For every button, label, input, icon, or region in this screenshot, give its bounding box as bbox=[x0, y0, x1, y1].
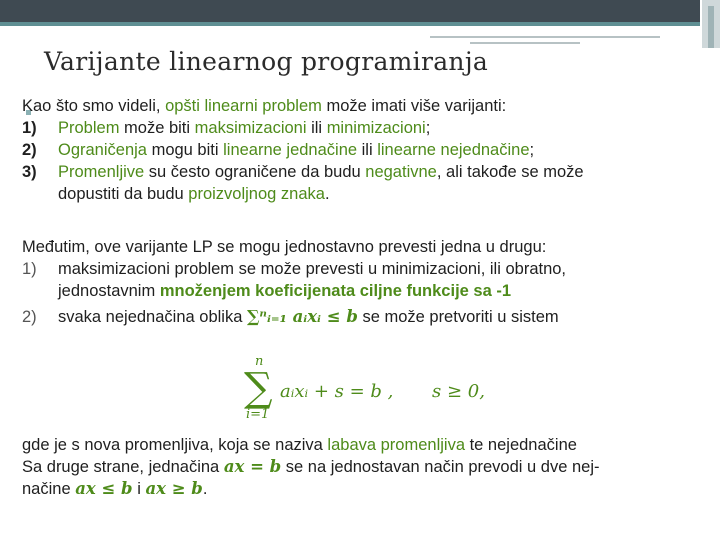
variant-number: 1) bbox=[22, 119, 37, 137]
decor-rule bbox=[430, 36, 660, 38]
conversion-number: 1) bbox=[22, 260, 37, 278]
equation-text: . bbox=[202, 480, 208, 498]
intro-text: Kao što smo videli, bbox=[22, 97, 166, 115]
formula-condition: s ≥ 0, bbox=[432, 381, 485, 402]
variant-highlight: Ograničenja bbox=[58, 141, 147, 159]
top-bar-dark bbox=[0, 0, 700, 22]
closing-paragraph bbox=[22, 434, 692, 500]
variant-item bbox=[22, 161, 692, 205]
variant-highlight: minimizacioni bbox=[326, 119, 426, 137]
equation-text: i bbox=[132, 480, 146, 498]
variant-text: ; bbox=[425, 119, 431, 137]
variant-number: 3) bbox=[22, 163, 37, 181]
conversion-text: maksimizacioni problem se može prevesti u minimizacioni, ili obratno, bbox=[58, 260, 567, 278]
intro-highlight: opšti linearni problem bbox=[165, 97, 322, 115]
decor-rule bbox=[470, 42, 580, 44]
conversion-text: jednostavnim bbox=[58, 282, 160, 300]
variant-highlight: negativne bbox=[365, 163, 437, 181]
slack-line bbox=[22, 434, 692, 456]
variant-text: . bbox=[324, 185, 330, 203]
variant-text: može biti bbox=[119, 119, 195, 137]
variant-text: dopustiti da budu bbox=[58, 185, 189, 203]
conversion-highlight: množenjem koeficijenata ciljne funkcije sa -1 bbox=[159, 282, 512, 300]
variant-highlight: linearne jednačine bbox=[223, 141, 358, 159]
top-bar-teal bbox=[0, 22, 700, 26]
conversion-number: 2) bbox=[22, 308, 37, 326]
slide-title: Varijante linearnog programiranja bbox=[44, 47, 489, 76]
conversion-text: se može pretvoriti u sistem bbox=[357, 308, 559, 326]
variant-highlight: maksimizacioni bbox=[194, 119, 307, 137]
equation-text: se na jednostavan način prevodi u dve nej- bbox=[281, 458, 600, 476]
top-decoration bbox=[0, 0, 720, 24]
corner-decoration-inner bbox=[708, 6, 714, 48]
variant-text: , ali takođe se može bbox=[436, 163, 584, 181]
variant-number: 2) bbox=[22, 141, 37, 159]
intro-paragraph bbox=[22, 95, 692, 205]
variant-text: ili bbox=[357, 141, 378, 159]
intro-line bbox=[22, 95, 692, 117]
equation-math: ax = b bbox=[223, 457, 282, 476]
sum-upper-limit: n bbox=[255, 354, 264, 369]
equation-line bbox=[22, 456, 692, 500]
sum-lower-limit: i=1 bbox=[246, 407, 270, 422]
inequality-math: ax ≤ b bbox=[75, 479, 133, 498]
variant-text: su često ograničene da budu bbox=[144, 163, 366, 181]
conversion-intro: Međutim, ove varijante LP se mogu jednostavno prevesti jedna u drugu: bbox=[22, 238, 547, 256]
variant-highlight: proizvoljnog znaka bbox=[188, 185, 325, 203]
variant-highlight: linearne nejednačine bbox=[377, 141, 530, 159]
inequality-math: ∑ⁿᵢ₌₁ aᵢxᵢ ≤ b bbox=[246, 307, 358, 326]
conversion-item bbox=[22, 258, 692, 302]
slack-text: gde je s nova promenljiva, koja se naziva bbox=[22, 436, 328, 454]
conversion-text: svaka nejednačina oblika bbox=[58, 308, 247, 326]
inequality-math: ax ≥ b bbox=[145, 479, 203, 498]
variant-item bbox=[22, 117, 692, 139]
variant-highlight: Problem bbox=[58, 119, 120, 137]
conversion-item bbox=[22, 306, 692, 328]
slack-highlight: labava promenljiva bbox=[327, 436, 465, 454]
sum-symbol: ∑ bbox=[244, 365, 273, 411]
variant-text: ; bbox=[529, 141, 535, 159]
formula-body: aᵢxᵢ + s = b , bbox=[280, 381, 394, 402]
slack-text: te nejednačine bbox=[465, 436, 577, 454]
variant-item bbox=[22, 139, 692, 161]
equation-text: Sa druge strane, jednačina bbox=[22, 458, 224, 476]
variant-text: ili bbox=[306, 119, 327, 137]
equation-text: načine bbox=[22, 480, 76, 498]
variant-highlight: Promenljive bbox=[58, 163, 145, 181]
variant-text: mogu biti bbox=[146, 141, 224, 159]
conversion-paragraph bbox=[22, 236, 692, 328]
intro-text: može imati više varijanti: bbox=[321, 97, 507, 115]
